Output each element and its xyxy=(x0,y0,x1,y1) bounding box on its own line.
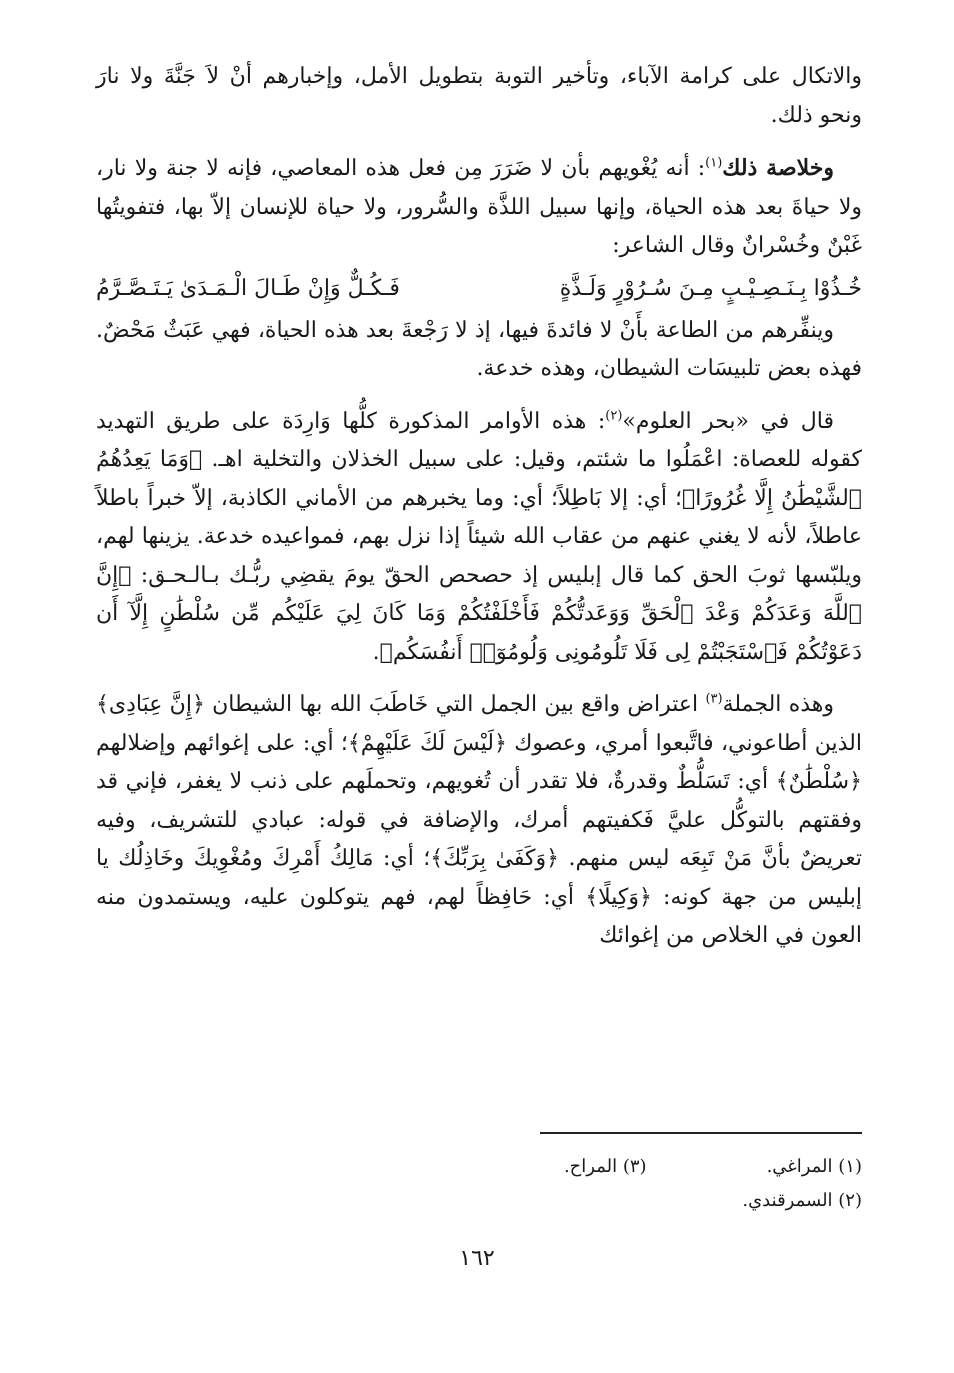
footnote-3: (٣) المراح. xyxy=(563,1156,647,1177)
paragraph-5 xyxy=(96,686,862,956)
paragraph-2 xyxy=(96,149,862,266)
paragraph-2-body: : أنه يُغْويهم بأن لا ضَرَرَ مِن فعل هذه المعاصي، فإنه لا جنة ولا نار، ولا حياةَ بعد هذه الحياة، وإنها سبيل اللذَّة والسُّرور، ولا حياة للإنسان إلاّ بها، فتفويتُها غَبْنٌ وخُسْرانٌ وقال الشاعر: xyxy=(96,156,862,258)
footnote-ref-2: (٢) xyxy=(605,408,623,424)
paragraph-4 xyxy=(96,403,862,673)
footnote-ref-1: (١) xyxy=(705,155,723,171)
paragraph-3: وينفِّرهم من الطاعة بأَنْ لا فائدةَ فيها، إذ لا رَجْعةَ بعد هذه الحياة، فهي عَبَثٌ مَحْضٌ. فهذه بعض تلبيسَات الشيطان، وهذه خدعة. xyxy=(96,317,862,381)
summary-heading: وخلاصة ذلك xyxy=(722,155,834,181)
paragraph-1: والاتكال على كرامة الآباء، وتأخير التوبة بتطويل الأمل، وإخبارهم أنْ لاَ جَنَّةَ ولا نارَ ونحو ذلك. xyxy=(96,64,862,128)
footnote-row-1 xyxy=(96,1150,862,1184)
paragraph-4-lead: قال في «بحر العلوم» xyxy=(622,408,834,434)
footnote-2: (٢) السمرقندي. xyxy=(742,1190,862,1211)
footnote-ref-3: (٣) xyxy=(705,691,723,707)
poem-verse xyxy=(96,270,862,308)
footnote-row-2 xyxy=(96,1184,862,1218)
page-number: ١٦٢ xyxy=(459,1246,495,1271)
poem-second-hemistich: فَـكُـلٌّ وَإِنْ طَـالَ الْـمَـدَىٰ يَـتَـصَّـرَّمُ xyxy=(96,275,400,301)
paragraph-4-body: : هذه الأوامر المذكورة كلُّها وَارِدَة على طريق التهديد كقوله للعصاة: اعْمَلُوا ما شئتم، وقيل: على سبيل الخذلان والتخلية اهـ. ﴿وَمَا يَعِدُهُمُ ٱلشَّيْطَٰنُ إِلَّا غُرُورًا﴾؛ أي: إلا بَاطِلاً؛ أي: وما يخبرهم من الأماني الكاذبة، إلاّ خبراً باطلاً عاطلاً، لأنه لا يغني عنهم من عقاب الله شيئاً إذا نزل بهم، فمواعيده خدعة. يزينها لهم، ويلبّسها ثوبَ الحق كما قال إبليس إذ حصحص الحقّ يومَ يقضِي ربُّـك بـالـحـق: ﴿إِنَّ ٱللَّهَ وَعَدَكُمْ وَعْدَ ٱلْحَقِّ وَوَعَدتُّكُمْ فَأَخْلَفْتُكُمْ وَمَا كَانَ لِيَ عَلَيْكُم مِّن سُلْطَٰنٍ إِلَّآ أَن دَعَوْتُكُمْ فَٱسْتَجَبْتُمْ لِى فَلَا تَلُومُونِى وَلُومُوٓا۟ أَنفُسَكُم﴾. xyxy=(96,408,862,665)
paragraph-5-lead: وهذه الجملة xyxy=(722,692,835,717)
main-text xyxy=(96,58,862,956)
footnote-divider xyxy=(540,1132,862,1134)
poem-first-hemistich: خُـذُوْا بِـنَـصِـيْـبٍ مِـنَ سُـرُوْرٍ وَلَـذَّةٍ xyxy=(559,275,862,301)
footnotes xyxy=(96,1150,862,1218)
paragraph-5-body: اعتراض واقع بين الجمل التي خَاطَبَ الله بها الشيطان ﴿إِنَّ عِبَادِى﴾ الذين أطاعوني، فاتَّبعوا أمري، وعصوك ﴿لَيْسَ لَكَ عَلَيْهِمْ﴾؛ أي: على إغوائهم وإضلالهم ﴿سُلْطَٰنٌ﴾ أي: تَسَلُّطٌ وقدرةٌ، فلا تقدر أن تُغويهم، وتحملَهم على ذنب لا يغفر، فإني قد وفقتهم بالتوكُّل عليَّ فَكفيتهم أمرك، والإضافة في قوله: عبادي للتشريف، وفيه تعريضٌ بأنَّ مَنْ تَبِعَه ليس منهم. ﴿وَكَفَىٰ بِرَبِّكَ﴾؛ أي: مَالِكُ أَمْرِكَ ومُغْوِيكَ وخَاذِلُك يا إبليس من جهة كونه: ﴿وَكِيلًا﴾ أي: حَافِظاً لهم، فهم يتوكلون عليه، ويستمدون منه العون في الخلاص من إغوائك xyxy=(96,692,862,948)
footnote-1: (١) المراغي. xyxy=(766,1156,862,1177)
